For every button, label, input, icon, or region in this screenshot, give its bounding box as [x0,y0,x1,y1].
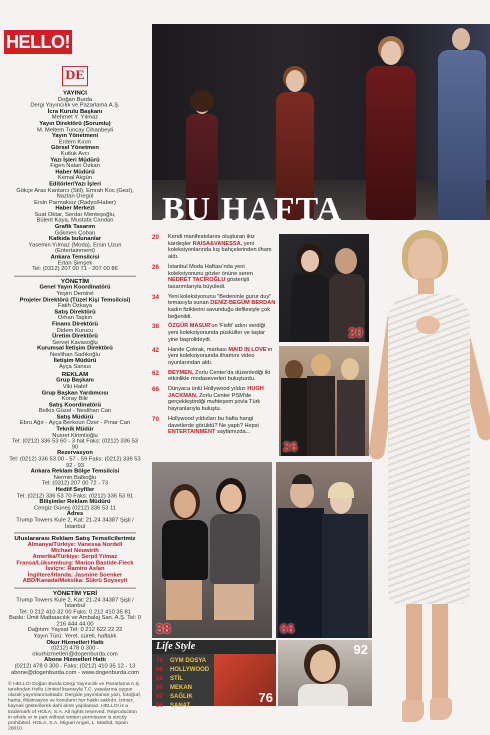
masthead-line: Ertan Şimşek [57,260,93,267]
contents-page-number: 42 [152,346,159,354]
thumb-page-92[interactable] [278,640,372,706]
page-number-20: 20 [348,325,363,340]
masthead-line: Okur Hizmetleri Hattı [46,639,104,646]
masthead-line: Tel: (0212) 336 53 00 - 57 - 59 Faks: (0212) 336 53 92 - 93 [9,457,141,469]
masthead-line: Adres [66,511,84,518]
masthead-line: Üretim Direktörü [52,333,98,340]
lifestyle-label: SAĞLIK [170,694,193,700]
masthead-line: Yayın Yönetmeni [51,133,99,139]
masthead-line: Rezervasyon [57,450,93,457]
masthead-line: Erdem Kırım [58,139,92,145]
lifestyle-label: STİL [170,676,183,682]
masthead-line: Yayın Direktörü (Sorumlu) [39,121,111,127]
masthead-line: Yazı İşleri Müdürü [50,157,100,164]
masthead-line: Satış Müdürü [56,414,94,421]
masthead-line: Satış Koordinatörü [48,402,102,408]
masthead-line: (0212) 478 0 300 - Faks: (0212) 410 35 12 - 13 [14,664,136,670]
masthead-line: Baskı: Ümit Matbaacılık ve Ambalaj San. A.Ş. Tel: 0 216 444 44 00 [9,615,141,628]
masthead-divider [14,533,136,534]
contents-item[interactable] [152,347,276,367]
lifestyle-box [152,640,276,709]
masthead-line: Katkıda bulunanlar [48,236,102,242]
lifestyle-label: GYM DOSYA [170,658,207,664]
contents-highlight: DENİZ-BEGÜM BERDAN [210,300,276,307]
page-number-26: 26 [283,439,298,454]
masthead-line: ABD/Kanada/Meksika: Sükrü Soyseyit [22,578,128,585]
masthead-line: Ankara Reklam Bölge Temsilcisi [30,469,120,475]
masthead-line: Trump Towers Kule 2, Kat: 21-24 34387 Şişli / İstanbul [16,517,134,530]
masthead-line: Gökçe Aras Kantarcı (Stil), Emrah Koc (Gezi), Nazlan Üregül [16,187,134,200]
hello-logo: HELLO! [6,32,70,52]
publisher-logo: DE [62,66,88,86]
contents-text: İstanbul Moda Haftası'nda yeni koleksiyonunu gözler önüne seren NEDRET TACİROĞLU gösterişli tasarımlarıyla büyüledi. [168,263,253,290]
masthead-line: Grafik Tasarım [54,224,96,230]
contents-page-number: 20 [152,234,159,241]
masthead-line: Tel: (0212) 336 53 60 - 3 hat Faks: (0212) 336 53 90 [11,438,139,451]
masthead-line: Servet Kavasoğlu [52,339,98,346]
masthead-line: Projeler Direktörü (Tüzel Kişi Temsilcisi) [19,297,131,303]
contents-highlight: RAISA&VANESSA, [192,240,243,247]
masthead-line: abone@dogenburda.com - www.dogenburda.com [10,670,140,676]
contents-highlight: ENTERTAINMENT [168,429,216,436]
lifestyle-page-number: 90 [156,685,163,691]
masthead-line: Editörler/Yazı İşleri [49,181,101,188]
masthead-line: Mehmet Y. Yılmaz [51,115,99,121]
contents-item[interactable] [152,416,276,436]
masthead-line: Ersin Parmaksız (Radyo/Haber) [34,200,116,206]
masthead-line: Satış Direktörü [54,309,96,316]
page-number-92: 92 [353,642,368,657]
contents-item[interactable] [152,264,276,291]
masthead-line: YÖNETİM [60,278,90,285]
masthead-line: Nusret Kirimlioğlu [52,432,98,439]
masthead-line: Doğan Burda [57,96,93,103]
lifestyle-page-number: 86 [156,667,163,673]
masthead-line: Hediif Seyfiler [55,487,95,493]
masthead-line: Suat Oktar, Serdar Menteşoğlu, [34,212,116,218]
masthead-line: Kutluk Avcı [60,151,90,158]
masthead-line: M. Meltem Tuncay Cihanbeyli [36,127,114,133]
masthead-line: Görsel Yönetmen [51,145,99,151]
runway-model-4 [434,24,490,220]
masthead-line: Yeşim Demirel [56,291,94,297]
masthead-line: Figen Nalan Özkan [50,163,100,170]
masthead-line: Orhan Taşkın [57,315,93,322]
page-number-38: 38 [156,621,171,636]
page-number-66: 66 [280,621,295,636]
contents-item[interactable] [152,294,276,321]
masthead-line: Ayça Sanius [58,364,92,370]
masthead-line: YÖNETİM YERİ [52,590,98,597]
masthead-line: Finans Direktörü [51,321,99,328]
masthead-line: Gökmen Çoban [54,230,96,236]
masthead-line: Tel: (0312) 207 00 72 - 73 [41,481,109,487]
contents-text: Dünyaca ünlü Hollywood yıldızı HUGH JACKMAN, Zorlu Center PSM'de gerçekleştirdiği muhteşem şovla Türk hayranlarıyla buluştu. [168,386,264,413]
masthead-line: Tel: (0212) 336 53 70 Faks: (0212) 336 53 91 [16,493,134,499]
masthead-line: Viki Habif [62,384,88,390]
contents-text: Kendi manifestolarını oluşturan ikiz kardeşler RAISA&VANESSA, yeni koleksiyonlarında kış bahçelerinden ilham aldı. [168,234,272,261]
masthead-line: İletişim Müdürü [53,358,97,364]
masthead-line: Didem Kurucu [56,327,94,334]
section-heading: BU HAFTA [162,191,343,228]
masthead-line: Cengiz Güneş (0212) 336 53 11 [33,505,117,512]
thumb-page-66[interactable] [276,462,372,638]
contents-page-number: 34 [152,293,159,301]
masthead-line: Bilişimler Reklam Müdürü [39,499,111,506]
contents-page-number: 38 [152,323,159,331]
masthead-line: Almanya/Türkiye: Vanessa Nordell [27,542,123,548]
contents-highlight: BEYMEN, [168,369,194,376]
contents-page-number: 66 [152,386,159,394]
masthead-line: YAYINCI [63,89,87,97]
lifestyle-page-number: 92 [156,694,163,700]
lifestyle-label: SANAT [170,703,191,709]
masthead-line: Ankara Temsilcisi [50,254,100,261]
masthead-line: Haber Müdürü [55,169,95,176]
masthead-line: Yayın Türü: Yerel, süreli, haftalık [33,633,117,640]
contents-highlight: MAID IN LOVE [228,346,267,353]
page-number-76: 76 [258,690,273,705]
masthead-line: Belkıs Güzel - Neslihan Can [38,408,112,415]
copyright-footer: © HELLO! Doğan Burda Dergi Yayıncılık ve Pazarlama A.Ş. tarafından Hello Limited lisansıyla T.C. yasalarına uygun olarak yayımlanmaktadır. Dergide yayımlanan yazı, fotoğraf, harita, illüstrasyon ve konuların her hakkı saklıdır. İzinsiz, kaynak gösterilerek dahi alıntı yapılamaz. HELLO! is a trademark of HOLA, S.A. All rights reserved. Reproduction in whole or in part without written permission is strictly prohibited. HOLA, S.A. Miguel Angel, 1. Madrid, Spain 28010. [8,681,142,732]
masthead-line: Uluslararası Reklam Satış Temsilcilerimiz [14,535,136,542]
contents-highlight: HUGH JACKMAN, [168,386,264,399]
masthead-line: Grup Başkanı [56,378,94,384]
thumb-page-20[interactable] [279,234,369,342]
masthead-line: REKLAM [61,371,89,378]
masthead-line: Yasemin Yılmaz (Moda), Ersin Uzun (Entertainment) [28,242,122,255]
lifestyle-gym-photo[interactable] [214,654,276,706]
contents-text: BEYMEN, Zorlu Center'da düzenlediği iki etkinlikle modaseverleri buluşturdu. [168,369,271,383]
contents-item[interactable] [152,386,276,413]
thumb-page-38[interactable] [152,462,272,638]
contents-highlight: NEDRET TACİROĞLU [168,277,226,284]
masthead-line: Neslihan Sadıkoğlu [50,352,100,358]
runway-model-3 [360,38,422,220]
masthead-line: İsviçre: Ramiro Aslan [45,566,105,573]
masthead-line: Abone Hizmetleri Hattı [44,657,106,664]
lifestyle-label: MEKAN [170,685,192,691]
contents-page-number: 62 [152,369,159,377]
contents-text: Hande Çokrak, markası MAID IN LOVE'ın yeni koleksiyonunda ilhamını video oyunlarından aldı. [168,346,273,366]
masthead-divider [14,276,136,277]
masthead-line: Michael Neuwirth [51,548,99,554]
masthead-line: Fransa/Lüksemburg: Marion Bastide-Fleck [16,560,134,567]
masthead-line: Tel: (0312) 207 00 71 - 207 00 86 [32,266,118,273]
masthead-line: Trump Towers Kule 2, Kat: 21-24 34387 Şişli / İstanbul [16,597,134,609]
masthead-column [0,0,150,735]
contents-text: Yeni koleksiyonunu "Bedeninle gurur duy" temasıyla sunan DENİZ-BEGÜM BERDAN kadın fiziklerini savunduğu defilesiyle çok beğenildi. [168,293,276,320]
contents-text: ÖZGÜR MASUR'un 'Fisfit' adını verdiği yeni koleksiyonunda püsküller ve taşlar yine başrolldeydi. [168,323,266,343]
contents-item[interactable] [152,323,276,343]
masthead-line: Dağıtım: Yaysat Tel: 0 212 622 22 22 [27,627,123,634]
masthead-line: Amerika/Türkiye: Serpil Yılmaz [32,554,118,560]
lifestyle-label: HOLLYWOOD [170,667,210,673]
lifestyle-page-number: 94 [156,703,163,709]
masthead-line: İngiltere/İrlanda: Jasmine Soenker [27,572,123,579]
contents-text: Hollywood yıldızları bu hafta hangi davetlerde görüldü? Ne yaptı? Hepsi ENTERTAINMENT sayfamızda... [168,415,259,436]
contents-item[interactable] [152,234,276,261]
contents-page-number: 26 [152,263,159,271]
lifestyle-title: Life Style [152,640,276,654]
masthead-line: İcra Kurulu Başkanı [47,109,103,115]
masthead-line: (0212) 478 0 300 - okurhizmetleri@dogenburda.com [32,645,118,658]
masthead-line: Bülent Kaya, Mustafa Candan [36,218,114,224]
contents-item[interactable] [152,370,276,383]
masthead-line: Koray Bilir [61,396,89,402]
masthead [8,66,142,731]
masthead-divider [14,588,136,589]
masthead-line: Genel Yayın Koordinatörü [39,285,111,291]
masthead-line: Fatih Özkaya [57,303,93,310]
masthead-line: Ebru Ağır - Ayça Berkoun Özer - Pınar Can [19,420,131,427]
masthead-line: Tel: 0 212 410 32 00 Faks: 0 212 410 35 81 [19,609,131,615]
masthead-line: Teknik Müdür [56,426,94,433]
contents-highlight: ÖZGÜR MASUR [168,323,211,330]
masthead-line: Grup Başkan Yardımcısı [41,390,109,396]
lifestyle-page-number: 88 [156,676,163,682]
masthead-line: Haber Merkezi [55,206,95,212]
masthead-line: Kurumsal İletişim Direktörü [37,345,113,352]
masthead-line: Dergi Yayıncılık ve Pazarlama A.Ş. [30,102,120,109]
masthead-line: Nermin Balkoğlu [53,475,97,481]
cover-woman-photo [372,220,490,735]
contents-page-number: 70 [152,415,159,423]
lifestyle-page-number: 76 [156,658,163,664]
masthead-line: Kemal Akgün [57,175,93,182]
thumb-page-26[interactable] [279,346,369,456]
contents-list [152,234,276,439]
